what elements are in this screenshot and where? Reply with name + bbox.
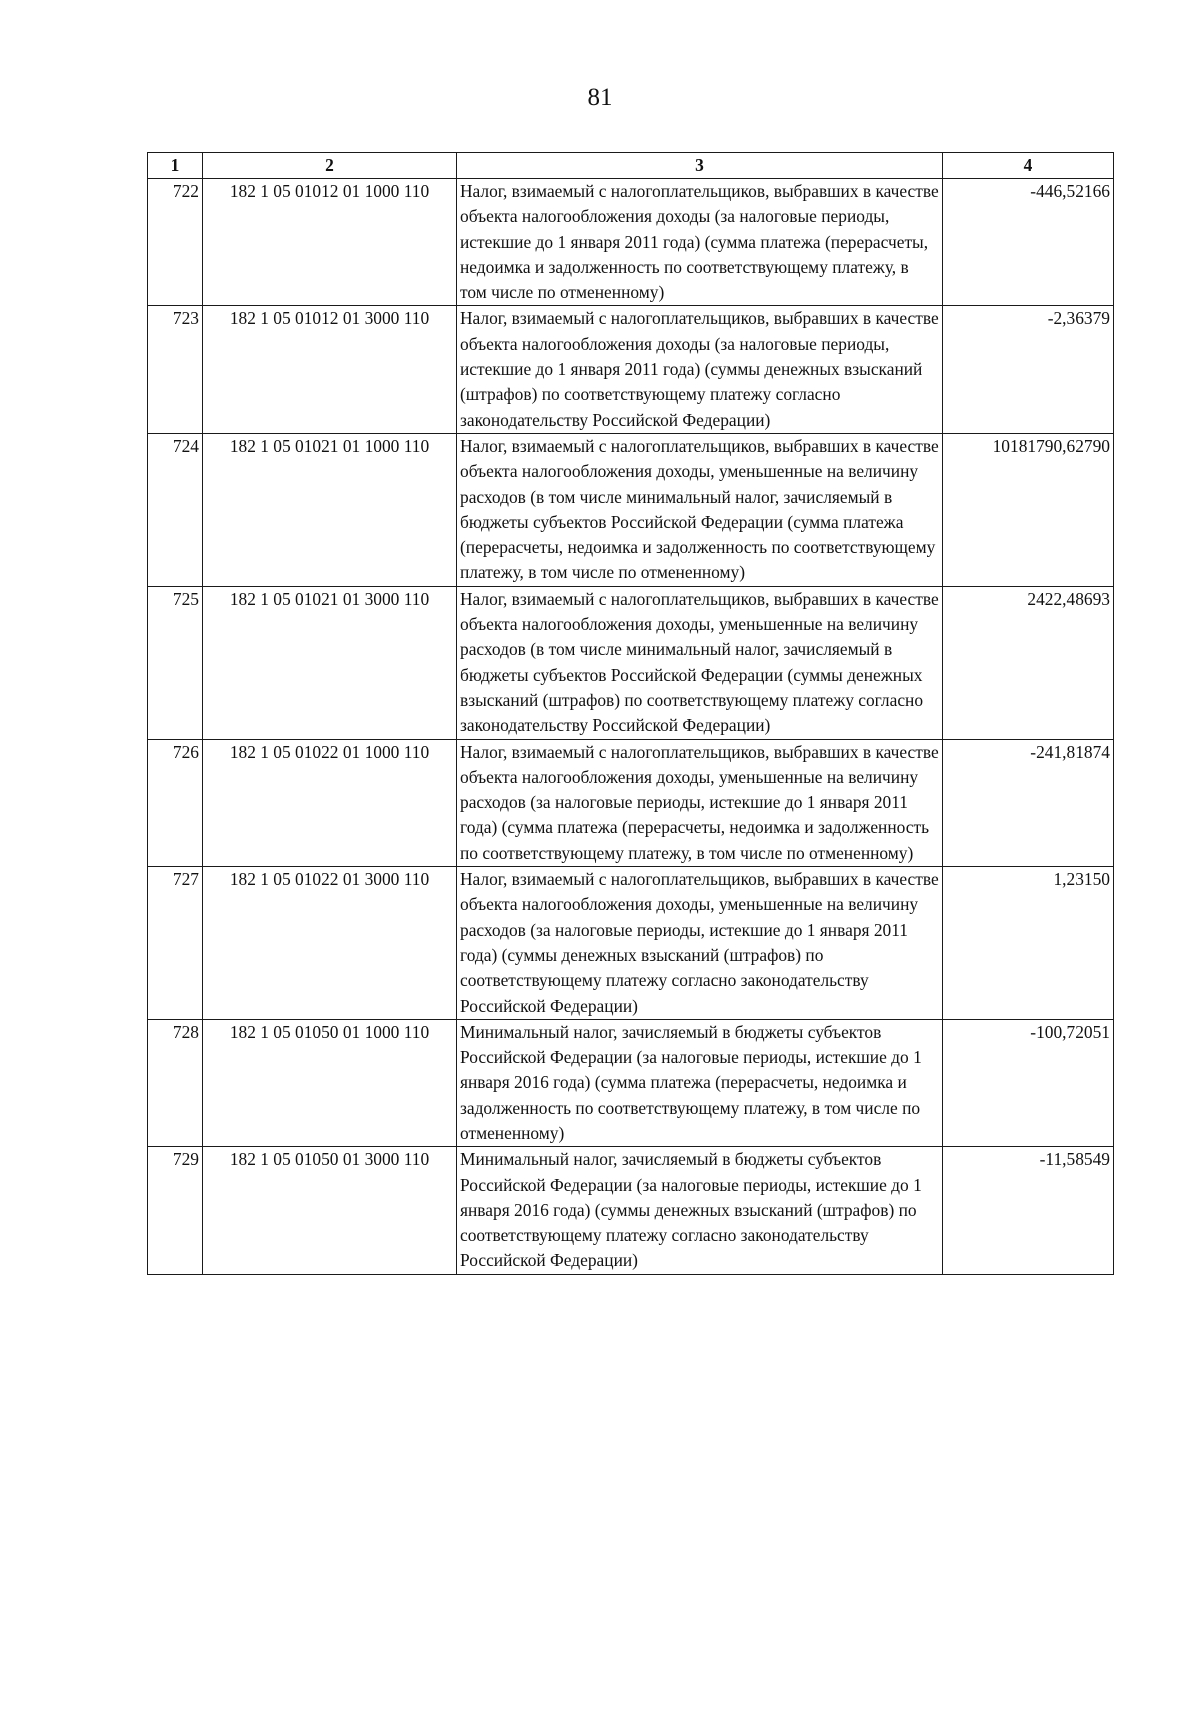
budget-classification-code: 182 1 05 01050 01 3000 110: [203, 1147, 457, 1274]
row-number: 728: [148, 1019, 203, 1146]
table-row: [148, 306, 1114, 433]
amount-value: 2422,48693: [943, 586, 1114, 739]
revenue-description: Налог, взимаемый с налогоплательщиков, выбравших в качестве объекта налогообложения доходы, уменьшенные на величину расходов (за налоговые периоды, истекшие до 1 января 2011 года) (суммы денежных взысканий (штрафов) по соответствующему платежу согласно законодательству Российской Федерации): [457, 867, 943, 1020]
budget-classification-code: 182 1 05 01012 01 3000 110: [203, 306, 457, 433]
row-number: 724: [148, 433, 203, 586]
revenue-description: Налог, взимаемый с налогоплательщиков, выбравших в качестве объекта налогообложения доходы, уменьшенные на величину расходов (в том числе минимальный налог, зачисляемый в бюджеты субъектов Российской Федерации (сумма платежа (перерасчеты, недоимка и задолженность по соответствующему платежу, в том числе по отмененному): [457, 433, 943, 586]
column-header-1: 1: [148, 153, 203, 179]
row-number: 727: [148, 867, 203, 1020]
budget-classification-code: 182 1 05 01012 01 1000 110: [203, 179, 457, 306]
page-number: 81: [587, 84, 613, 111]
amount-value: -2,36379: [943, 306, 1114, 433]
amount-value: 1,23150: [943, 867, 1114, 1020]
revenue-description: Налог, взимаемый с налогоплательщиков, выбравших в качестве объекта налогообложения доходы, уменьшенные на величину расходов (в том числе минимальный налог, зачисляемый в бюджеты субъектов Российской Федерации (суммы денежных взысканий (штрафов) по соответствующему платежу согласно законодательству Российской Федерации): [457, 586, 943, 739]
table-header-row: [148, 153, 1114, 179]
row-number: 722: [148, 179, 203, 306]
amount-value: 10181790,62790: [943, 433, 1114, 586]
amount-value: -241,81874: [943, 739, 1114, 866]
table-row: [148, 1019, 1114, 1146]
row-number: 729: [148, 1147, 203, 1274]
row-number: 726: [148, 739, 203, 866]
amount-value: -11,58549: [943, 1147, 1114, 1274]
budget-classification-code: 182 1 05 01022 01 3000 110: [203, 867, 457, 1020]
row-number: 723: [148, 306, 203, 433]
revenue-description: Налог, взимаемый с налогоплательщиков, выбравших в качестве объекта налогообложения доходы (за налоговые периоды, истекшие до 1 января 2011 года) (суммы денежных взысканий (штрафов) по соответствующему платежу согласно законодательству Российской Федерации): [457, 306, 943, 433]
revenue-description: Налог, взимаемый с налогоплательщиков, выбравших в качестве объекта налогообложения доходы, уменьшенные на величину расходов (за налоговые периоды, истекшие до 1 января 2011 года) (сумма платежа (перерасчеты, недоимка и задолженность по соответствующему платежу, в том числе по отмененному): [457, 739, 943, 866]
column-header-4: 4: [943, 153, 1114, 179]
column-header-2: 2: [203, 153, 457, 179]
table-row: [148, 1147, 1114, 1274]
row-number: 725: [148, 586, 203, 739]
budget-classification-code: 182 1 05 01021 01 1000 110: [203, 433, 457, 586]
amount-value: -100,72051: [943, 1019, 1114, 1146]
amount-value: -446,52166: [943, 179, 1114, 306]
column-header-3: 3: [457, 153, 943, 179]
table-row: [148, 867, 1114, 1020]
revenue-description: Минимальный налог, зачисляемый в бюджеты субъектов Российской Федерации (за налоговые периоды, истекшие до 1 января 2016 года) (суммы денежных взысканий (штрафов) по соответствующему платежу согласно законодательству Российской Федерации): [457, 1147, 943, 1274]
budget-classification-code: 182 1 05 01021 01 3000 110: [203, 586, 457, 739]
budget-revenue-table: [147, 152, 1114, 1275]
table-row: [148, 433, 1114, 586]
budget-classification-code: 182 1 05 01022 01 1000 110: [203, 739, 457, 866]
table-row: [148, 179, 1114, 306]
revenue-description: Налог, взимаемый с налогоплательщиков, выбравших в качестве объекта налогообложения доходы (за налоговые периоды, истекшие до 1 января 2011 года) (сумма платежа (перерасчеты, недоимка и задолженность по соответствующему платежу, в том числе по отмененному): [457, 179, 943, 306]
table-row: [148, 739, 1114, 866]
table-row: [148, 586, 1114, 739]
budget-classification-code: 182 1 05 01050 01 1000 110: [203, 1019, 457, 1146]
revenue-description: Минимальный налог, зачисляемый в бюджеты субъектов Российской Федерации (за налоговые периоды, истекшие до 1 января 2016 года) (сумма платежа (перерасчеты, недоимка и задолженность по соответствующему платежу, в том числе по отмененному): [457, 1019, 943, 1146]
